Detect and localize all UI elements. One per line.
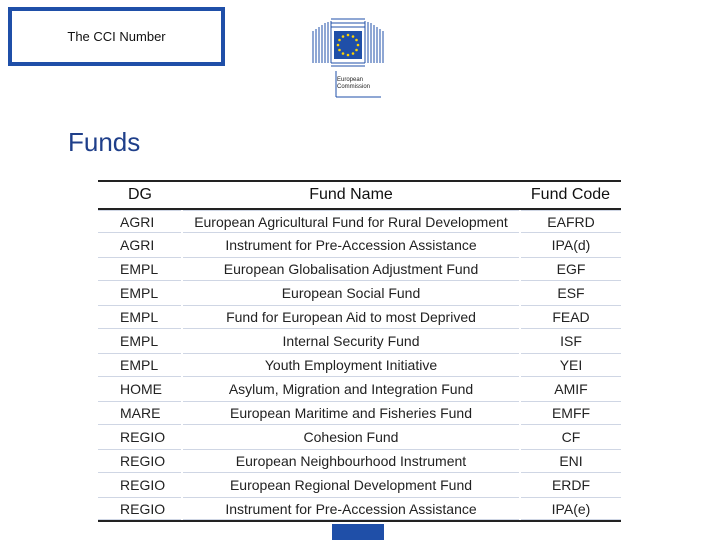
table-row — [98, 425, 621, 449]
cell-fund-name: Asylum, Migration and Integration Fund — [182, 377, 520, 401]
cell-dg: HOME — [98, 377, 182, 401]
table-row — [98, 377, 621, 401]
cell-dg: EMPL — [98, 281, 182, 305]
cell-fund-code: EAFRD — [520, 209, 621, 233]
column-header-fund-name: Fund Name — [182, 181, 520, 209]
cell-fund-code: ENI — [520, 449, 621, 473]
cell-dg: REGIO — [98, 425, 182, 449]
funds-table — [98, 180, 621, 522]
logo-line-1: European — [337, 77, 364, 83]
cell-fund-code: CF — [520, 425, 621, 449]
table-row — [98, 281, 621, 305]
cell-fund-code: FEAD — [520, 305, 621, 329]
table-row — [98, 449, 621, 473]
cell-fund-code: EMFF — [520, 401, 621, 425]
cell-fund-name: Instrument for Pre-Accession Assistance — [182, 497, 520, 521]
cell-fund-code: ERDF — [520, 473, 621, 497]
cell-fund-name: Instrument for Pre-Accession Assistance — [182, 233, 520, 257]
cell-dg: MARE — [98, 401, 182, 425]
cell-fund-name: Fund for European Aid to most Deprived — [182, 305, 520, 329]
cell-fund-name: European Maritime and Fisheries Fund — [182, 401, 520, 425]
table-row — [98, 209, 621, 233]
header-inner — [10, 9, 223, 64]
cell-dg: REGIO — [98, 473, 182, 497]
cell-fund-name: European Neighbourhood Instrument — [182, 449, 520, 473]
cell-dg: AGRI — [98, 209, 182, 233]
cell-fund-code: ESF — [520, 281, 621, 305]
table-row — [98, 329, 621, 353]
cell-dg: EMPL — [98, 353, 182, 377]
cell-fund-name: European Regional Development Fund — [182, 473, 520, 497]
table-row — [98, 305, 621, 329]
table-row — [98, 353, 621, 377]
cell-fund-code: IPA(e) — [520, 497, 621, 521]
cell-dg: AGRI — [98, 233, 182, 257]
header-title: The CCI Number — [67, 29, 166, 44]
table-row — [98, 233, 621, 257]
cell-fund-code: YEI — [520, 353, 621, 377]
table-row — [98, 401, 621, 425]
cell-fund-code: ISF — [520, 329, 621, 353]
cell-fund-code: AMIF — [520, 377, 621, 401]
header-box — [8, 7, 225, 66]
table-row — [98, 257, 621, 281]
column-header-dg: DG — [98, 181, 182, 209]
table-header-row — [98, 181, 621, 209]
table-row — [98, 473, 621, 497]
table-row — [98, 497, 621, 521]
footer-accent-bar — [332, 524, 384, 540]
cell-fund-name: European Globalisation Adjustment Fund — [182, 257, 520, 281]
page-title: Funds — [68, 127, 141, 157]
cell-dg: EMPL — [98, 305, 182, 329]
cell-fund-name: Cohesion Fund — [182, 425, 520, 449]
cell-fund-name: Internal Security Fund — [182, 329, 520, 353]
european-commission-logo — [309, 15, 385, 99]
cell-dg: EMPL — [98, 257, 182, 281]
cell-dg: EMPL — [98, 329, 182, 353]
cell-fund-name: Youth Employment Initiative — [182, 353, 520, 377]
cell-fund-code: EGF — [520, 257, 621, 281]
cell-fund-name: European Social Fund — [182, 281, 520, 305]
cell-fund-name: European Agricultural Fund for Rural Development — [182, 209, 520, 233]
cell-dg: REGIO — [98, 449, 182, 473]
column-header-fund-code: Fund Code — [520, 181, 621, 209]
cell-fund-code: IPA(d) — [520, 233, 621, 257]
logo-line-2: Commission — [337, 84, 371, 90]
logo-text — [337, 77, 370, 91]
cell-dg: REGIO — [98, 497, 182, 521]
